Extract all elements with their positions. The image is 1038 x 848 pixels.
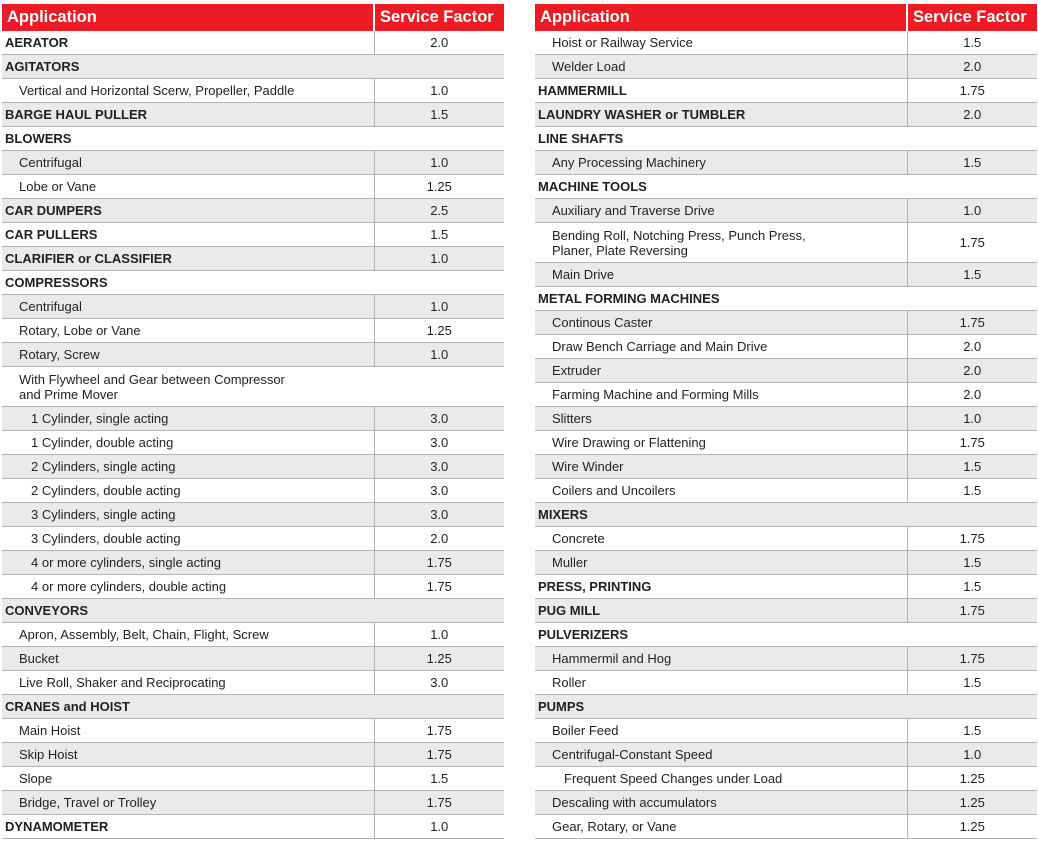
application-cell <box>2 527 374 551</box>
application-label: METAL FORMING MACHINES <box>538 291 720 306</box>
application-label: 2 Cylinders, single acting <box>31 459 176 474</box>
table-row <box>2 695 504 719</box>
application-cell <box>535 527 907 551</box>
application-label: CAR DUMPERS <box>5 203 102 218</box>
application-label: CLARIFIER or CLASSIFIER <box>5 251 172 266</box>
application-cell <box>535 503 907 527</box>
service-factor-cell: 1.0 <box>907 743 1037 767</box>
service-factor-cell: 2.0 <box>907 55 1037 79</box>
table-row <box>535 407 1037 431</box>
service-factor-cell: 1.75 <box>374 719 504 743</box>
table-row <box>2 623 504 647</box>
application-cell <box>535 671 907 695</box>
table-row <box>535 743 1037 767</box>
application-cell <box>2 551 374 575</box>
application-label: Centrifugal <box>19 155 82 170</box>
service-factor-cell: 1.0 <box>374 151 504 175</box>
table-row <box>535 551 1037 575</box>
service-factor-cell: 1.5 <box>907 151 1037 175</box>
table-row <box>2 791 504 815</box>
application-cell <box>535 223 907 263</box>
application-label: MIXERS <box>538 507 588 522</box>
service-factor-cell <box>374 367 504 407</box>
service-factor-cell: 1.0 <box>907 199 1037 223</box>
table-row <box>2 271 504 295</box>
table-row <box>535 527 1037 551</box>
service-factor-cell <box>907 623 1037 647</box>
table-row <box>535 455 1037 479</box>
application-cell <box>2 127 374 151</box>
service-factor-cell: 1.0 <box>907 407 1037 431</box>
table-row <box>2 527 504 551</box>
application-label: Skip Hoist <box>19 747 78 762</box>
header-application: Application <box>2 4 374 31</box>
service-factor-cell <box>907 127 1037 151</box>
application-label: Rotary, Screw <box>19 347 100 362</box>
table-row <box>2 671 504 695</box>
application-cell <box>2 103 374 127</box>
table-row <box>2 503 504 527</box>
service-factor-cell: 2.0 <box>374 31 504 55</box>
table-row <box>2 407 504 431</box>
application-label: COMPRESSORS <box>5 275 108 290</box>
application-label: 4 or more cylinders, single acting <box>31 555 222 570</box>
service-factor-cell <box>374 599 504 623</box>
application-cell <box>2 743 374 767</box>
application-label-line2: Planer, Plate Reversing <box>552 242 688 258</box>
application-cell <box>2 695 374 719</box>
application-cell <box>535 479 907 503</box>
application-cell <box>2 623 374 647</box>
table-row <box>2 127 504 151</box>
service-factor-cell: 3.0 <box>374 407 504 431</box>
table-row <box>2 343 504 367</box>
application-cell <box>535 31 907 55</box>
table-row <box>2 767 504 791</box>
application-label: 3 Cylinders, single acting <box>31 507 176 522</box>
service-factor-cell: 1.5 <box>907 263 1037 287</box>
service-factor-cell: 2.0 <box>907 335 1037 359</box>
application-cell <box>535 287 907 311</box>
table-row <box>2 223 504 247</box>
application-cell <box>535 151 907 175</box>
application-label: Frequent Speed Changes under Load <box>564 771 783 786</box>
table-row <box>535 479 1037 503</box>
application-cell <box>2 431 374 455</box>
table-row <box>535 311 1037 335</box>
service-factor-cell: 1.75 <box>907 79 1037 103</box>
table-row <box>2 551 504 575</box>
table-row <box>535 599 1037 623</box>
application-label: Coilers and Uncoilers <box>552 483 676 498</box>
service-factor-table-left <box>2 4 504 839</box>
table-row <box>2 743 504 767</box>
application-label: Centrifugal <box>19 299 82 314</box>
application-cell <box>535 79 907 103</box>
table-row <box>2 55 504 79</box>
table-row <box>535 263 1037 287</box>
service-factor-cell: 1.25 <box>374 647 504 671</box>
service-factor-cell: 1.5 <box>907 31 1037 55</box>
application-cell <box>535 695 907 719</box>
application-label: Descaling with accumulators <box>552 795 717 810</box>
application-label: 1 Cylinder, single acting <box>31 411 169 426</box>
application-cell <box>2 31 374 55</box>
application-cell <box>2 343 374 367</box>
application-cell <box>535 647 907 671</box>
application-label: DYNAMOMETER <box>5 819 109 834</box>
table-row <box>535 695 1037 719</box>
application-label: 4 or more cylinders, double acting <box>31 579 227 594</box>
service-factor-cell: 1.75 <box>907 223 1037 263</box>
header-service-factor: Service Factor <box>374 4 504 31</box>
table-header <box>535 4 1037 31</box>
table-row <box>535 55 1037 79</box>
table-row <box>535 767 1037 791</box>
application-cell <box>2 151 374 175</box>
application-cell <box>2 223 374 247</box>
application-cell <box>535 103 907 127</box>
service-factor-cell <box>907 175 1037 199</box>
table-row <box>2 247 504 271</box>
table-row <box>2 479 504 503</box>
application-label: Hoist or Railway Service <box>552 35 693 50</box>
application-cell <box>535 335 907 359</box>
application-label: 1 Cylinder, double acting <box>31 435 174 450</box>
service-factor-cell: 1.0 <box>374 295 504 319</box>
table-row <box>2 31 504 55</box>
table-header <box>2 4 504 31</box>
table-row <box>535 503 1037 527</box>
application-cell <box>535 455 907 479</box>
application-cell <box>2 319 374 343</box>
service-factor-cell: 1.0 <box>374 247 504 271</box>
application-cell <box>2 199 374 223</box>
service-factor-cell <box>374 127 504 151</box>
service-factor-cell: 2.0 <box>374 527 504 551</box>
service-factor-cell: 1.25 <box>374 175 504 199</box>
service-factor-cell: 2.0 <box>907 103 1037 127</box>
service-factor-cell: 3.0 <box>374 503 504 527</box>
service-factor-cell: 1.0 <box>374 815 504 839</box>
table-body <box>2 31 504 839</box>
application-cell <box>535 263 907 287</box>
application-label: Bending Roll, Notching Press, Punch Press, <box>552 227 806 243</box>
application-label: BLOWERS <box>5 131 72 146</box>
application-label: PRESS, PRINTING <box>538 579 652 594</box>
application-cell <box>2 247 374 271</box>
table-row <box>535 359 1037 383</box>
service-factor-cell: 1.5 <box>374 103 504 127</box>
application-label: PUMPS <box>538 699 585 714</box>
application-label: Muller <box>552 555 588 570</box>
application-label: Rotary, Lobe or Vane <box>19 323 141 338</box>
service-factor-cell: 1.5 <box>907 719 1037 743</box>
application-label: Lobe or Vane <box>19 179 97 194</box>
table-row <box>535 791 1037 815</box>
application-cell <box>2 79 374 103</box>
table-row <box>535 31 1037 55</box>
application-label: Draw Bench Carriage and Main Drive <box>552 339 768 354</box>
service-factor-table-right <box>535 4 1037 839</box>
application-label: Continous Caster <box>552 315 653 330</box>
application-label: With Flywheel and Gear between Compressor <box>19 371 285 387</box>
service-factor-cell <box>907 503 1037 527</box>
table-row <box>2 455 504 479</box>
application-cell <box>2 367 374 407</box>
application-label: Slope <box>19 771 53 786</box>
application-cell <box>2 575 374 599</box>
service-factor-cell <box>374 55 504 79</box>
application-cell <box>535 407 907 431</box>
application-label: 3 Cylinders, double acting <box>31 531 181 546</box>
application-cell <box>535 791 907 815</box>
application-cell <box>535 767 907 791</box>
table-row <box>535 383 1037 407</box>
table-row <box>535 719 1037 743</box>
application-label: Centrifugal-Constant Speed <box>552 747 713 762</box>
table-row <box>535 647 1037 671</box>
application-cell <box>535 311 907 335</box>
application-label: Extruder <box>552 363 602 378</box>
application-cell <box>535 431 907 455</box>
application-label: Wire Drawing or Flattening <box>552 435 706 450</box>
application-label: Bridge, Travel or Trolley <box>19 795 157 810</box>
application-cell <box>2 479 374 503</box>
application-cell <box>535 55 907 79</box>
table-row <box>2 295 504 319</box>
service-factor-cell: 1.25 <box>907 815 1037 839</box>
service-factor-cell: 1.5 <box>907 671 1037 695</box>
table-row <box>535 623 1037 647</box>
application-label: Bucket <box>19 651 59 666</box>
service-factor-cell: 1.5 <box>907 455 1037 479</box>
service-factor-cell: 3.0 <box>374 479 504 503</box>
service-factor-cell: 1.25 <box>907 791 1037 815</box>
service-factor-cell: 1.75 <box>907 311 1037 335</box>
table-row <box>2 151 504 175</box>
application-label: HAMMERMILL <box>538 83 627 98</box>
table-row <box>535 127 1037 151</box>
application-label: 2 Cylinders, double acting <box>31 483 181 498</box>
table-row <box>535 815 1037 839</box>
service-factor-cell: 1.25 <box>374 319 504 343</box>
application-label: PULVERIZERS <box>538 627 629 642</box>
service-factor-cell: 1.0 <box>374 623 504 647</box>
application-label: CAR PULLERS <box>5 227 98 242</box>
application-label: Wire Winder <box>552 459 624 474</box>
table-row <box>535 175 1037 199</box>
table-body <box>535 31 1037 839</box>
application-cell <box>2 271 374 295</box>
service-factor-cell: 1.25 <box>907 767 1037 791</box>
application-label: Gear, Rotary, or Vane <box>552 819 677 834</box>
table-row <box>2 575 504 599</box>
application-label: Slitters <box>552 411 592 426</box>
table-row <box>535 671 1037 695</box>
service-factor-cell: 1.0 <box>374 343 504 367</box>
application-label: Boiler Feed <box>552 723 619 738</box>
service-factor-cell: 1.75 <box>907 647 1037 671</box>
service-factor-cell: 1.5 <box>907 479 1037 503</box>
service-factor-cell: 1.5 <box>907 551 1037 575</box>
application-cell <box>2 55 374 79</box>
table-row <box>535 103 1037 127</box>
table-row <box>2 175 504 199</box>
service-factor-cell <box>907 287 1037 311</box>
application-cell <box>535 127 907 151</box>
table-row <box>2 79 504 103</box>
application-label: Roller <box>552 675 586 690</box>
table-row <box>2 199 504 223</box>
application-cell <box>2 407 374 431</box>
service-factor-cell: 1.75 <box>907 599 1037 623</box>
application-label: Vertical and Horizontal Scerw, Propeller, Paddle <box>19 83 295 98</box>
application-cell <box>535 551 907 575</box>
service-factor-cell: 1.75 <box>907 431 1037 455</box>
application-label: Welder Load <box>552 59 626 74</box>
service-factor-cell: 3.0 <box>374 671 504 695</box>
service-factor-cell: 1.75 <box>374 551 504 575</box>
table-row <box>2 815 504 839</box>
service-factor-cell: 1.5 <box>374 223 504 247</box>
application-cell <box>2 719 374 743</box>
service-factor-cell: 2.5 <box>374 199 504 223</box>
application-cell <box>535 359 907 383</box>
application-cell <box>535 599 907 623</box>
application-label: AERATOR <box>5 35 69 50</box>
table-row <box>535 335 1037 359</box>
application-label: CONVEYORS <box>5 603 89 618</box>
service-factor-cell: 2.0 <box>907 383 1037 407</box>
service-factor-cell: 1.75 <box>907 527 1037 551</box>
application-label: PUG MILL <box>538 603 601 618</box>
table-row <box>535 287 1037 311</box>
table-row <box>2 367 504 407</box>
service-factor-cell: 1.75 <box>374 575 504 599</box>
service-factor-cell: 1.5 <box>374 767 504 791</box>
table-row <box>535 223 1037 263</box>
application-cell <box>535 383 907 407</box>
application-label: BARGE HAUL PULLER <box>5 107 148 122</box>
table-row <box>2 103 504 127</box>
application-label: Farming Machine and Forming Mills <box>552 387 759 402</box>
application-cell <box>2 815 374 839</box>
application-label: Apron, Assembly, Belt, Chain, Flight, Screw <box>19 627 269 642</box>
table-row <box>2 431 504 455</box>
service-factor-cell: 1.75 <box>374 743 504 767</box>
service-factor-cell: 3.0 <box>374 431 504 455</box>
application-label: MACHINE TOOLS <box>538 179 647 194</box>
application-cell <box>2 647 374 671</box>
application-label: Any Processing Machinery <box>552 155 706 170</box>
application-cell <box>2 175 374 199</box>
application-cell <box>2 599 374 623</box>
application-cell <box>535 743 907 767</box>
service-factor-cell <box>374 695 504 719</box>
application-cell <box>535 623 907 647</box>
service-factor-cell: 1.0 <box>374 79 504 103</box>
service-factor-cell: 1.5 <box>907 575 1037 599</box>
table-row <box>2 719 504 743</box>
table-row <box>535 151 1037 175</box>
application-cell <box>2 295 374 319</box>
application-label: Concrete <box>552 531 605 546</box>
table-row <box>2 599 504 623</box>
application-cell <box>535 175 907 199</box>
application-cell <box>535 199 907 223</box>
application-label: LINE SHAFTS <box>538 131 624 146</box>
service-factor-cell: 1.75 <box>374 791 504 815</box>
application-label: Hammermil and Hog <box>552 651 672 666</box>
application-label: CRANES and HOIST <box>5 699 130 714</box>
application-cell <box>535 719 907 743</box>
application-cell <box>2 767 374 791</box>
service-factor-cell <box>374 271 504 295</box>
table-row <box>535 199 1037 223</box>
table-row <box>535 431 1037 455</box>
application-label: LAUNDRY WASHER or TUMBLER <box>538 107 746 122</box>
header-application: Application <box>535 4 907 31</box>
application-cell <box>535 815 907 839</box>
service-factor-cell: 3.0 <box>374 455 504 479</box>
application-label: Live Roll, Shaker and Reciprocating <box>19 675 226 690</box>
application-label: Auxiliary and Traverse Drive <box>552 203 715 218</box>
application-cell <box>2 671 374 695</box>
table-row <box>535 575 1037 599</box>
application-cell <box>2 791 374 815</box>
table-row <box>535 79 1037 103</box>
service-factor-cell <box>907 695 1037 719</box>
table-row <box>2 647 504 671</box>
service-factor-cell: 2.0 <box>907 359 1037 383</box>
application-cell <box>535 575 907 599</box>
table-row <box>2 319 504 343</box>
application-label: Main Hoist <box>19 723 81 738</box>
application-label-line2: and Prime Mover <box>19 386 118 402</box>
header-service-factor: Service Factor <box>907 4 1037 31</box>
application-cell <box>2 455 374 479</box>
application-label: Main Drive <box>552 267 615 282</box>
application-label: AGITATORS <box>5 59 80 74</box>
application-cell <box>2 503 374 527</box>
